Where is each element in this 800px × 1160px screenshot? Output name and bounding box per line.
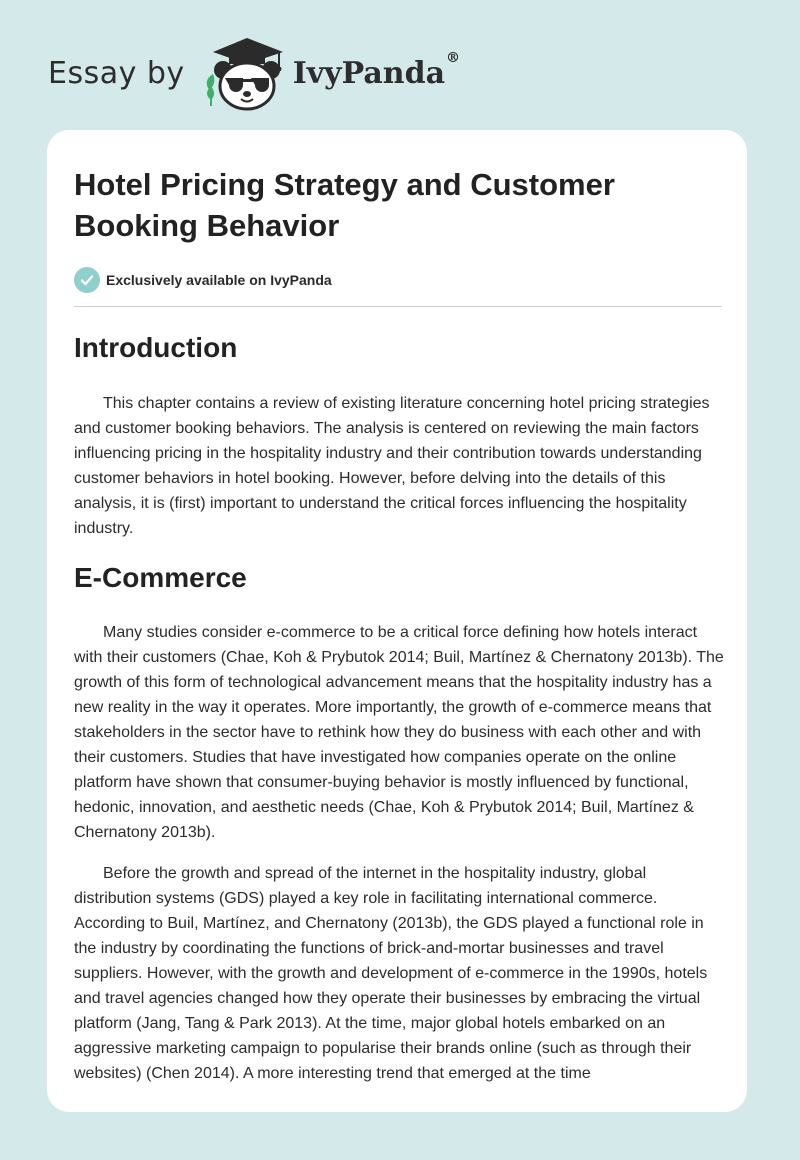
- paragraph: Many studies consider e-commerce to be a critical force defining how hotels interact with their customers (Chae, Koh & Prybutok 2014; Buil, Martínez & Chernatony 2013b). The growth of this form of technological advancement means that the hospitality industry has a new reality in the way it operates. More importantly, the growth of e-commerce means that stakeholders in the sector have to rethink how they do business with each other and with their customers. Studies that have investigated how companies operate on the online platform have shown that consumer-buying behavior is mostly influenced by functional, hedonic, innovation, and aesthetic needs (Chae, Koh & Prybutok 2014; Buil, Martínez & Chernatony 2013b).: [74, 624, 724, 841]
- exclusive-label: Exclusively available on IvyPanda: [106, 272, 332, 288]
- exclusive-badge: [74, 266, 721, 294]
- section-heading-e-commerce: E-Commerce: [74, 562, 247, 593]
- article-title: Hotel Pricing Strategy and Customer Booking Behavior: [74, 167, 615, 243]
- divider: [74, 306, 722, 307]
- paragraph: This chapter contains a review of existing literature concerning hotel pricing strategies and customer booking behaviors. The analysis is centered on reviewing the main factors influencing pricing in the hospitality industry and their contribution towards understanding customer behaviors in hotel booking. However, before delving into the details of this analysis, it is (first) important to understand the critical forces influencing the hospitality industry.: [74, 395, 710, 537]
- leaf-icon: [206, 74, 214, 106]
- panda-logo-icon[interactable]: [201, 34, 289, 112]
- section-heading-introduction: Introduction: [74, 332, 238, 363]
- essay-by-text: Essay by: [48, 55, 185, 91]
- check-icon: [74, 267, 100, 293]
- article-card: [47, 130, 747, 1112]
- brand-name[interactable]: IvyPanda®: [292, 49, 461, 91]
- site-header: [48, 34, 460, 112]
- paragraph: Before the growth and spread of the internet in the hospitality industry, global distribution systems (GDS) played a key role in facilitating international commerce. According to Buil, Martínez, and Chernatony (2013b), the GDS played a functional role in the industry by coordinating the functions of brick-and-mortar businesses and travel suppliers. However, with the growth and development of e-commerce in the 1990s, hotels and travel agencies changed how they operate their businesses by embracing the virtual platform (Jang, Tang & Park 2013). At the time, major global hotels embarked on an aggressive marketing campaign to popularise their brands online (such as through their websites) (Chen 2014). A more interesting trend that emerged at the time: [74, 865, 708, 1082]
